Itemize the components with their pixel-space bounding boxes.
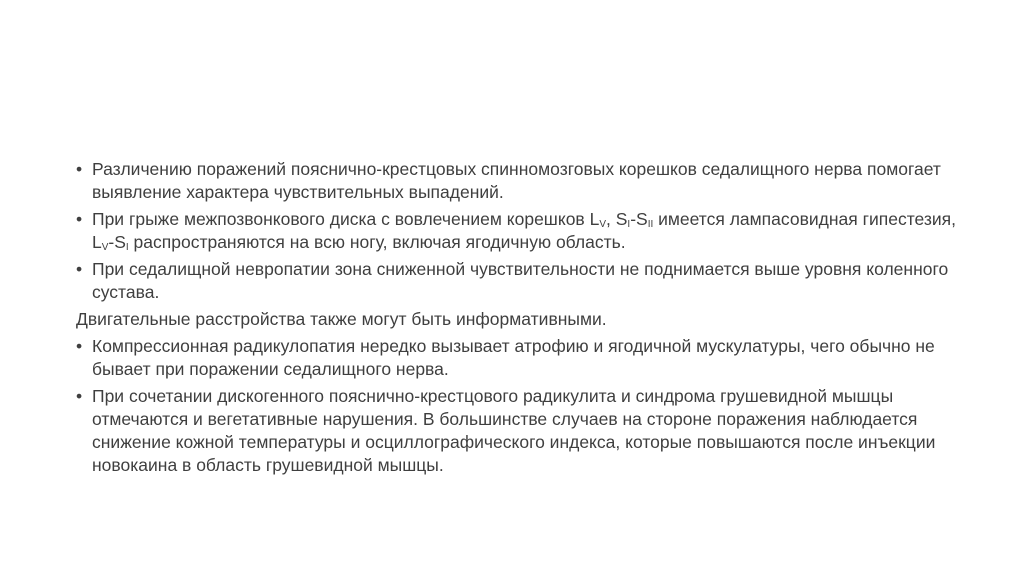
bullet-icon: • (76, 336, 83, 356)
paragraph-text: При седалищной невропатии зона сниженной чувствительности не поднимается выше уровня коленного сустава. (92, 259, 949, 302)
text-run: -S (630, 209, 648, 229)
bullet-item-piriformis-syndrome (76, 385, 956, 477)
subscript: I (627, 219, 631, 230)
text-run: распространяются на всю ногу, включая ягодичную область. (128, 232, 626, 252)
bullet-icon: • (76, 159, 83, 179)
subscript: V (101, 242, 109, 253)
paragraph-text (92, 209, 956, 252)
paragraph-text: При сочетании дискогенного пояснично-крестцового радикулита и синдрома грушевидной мышцы отмечаются и вегетативные нарушения. В большинстве случаев на стороне поражения наблюдается снижение кожной температуры и осциллографического индекса, которые повышаются после инъекции новокаина в область грушевидной мышцы. (92, 386, 936, 475)
subscript: I (125, 242, 129, 253)
bullet-item-sensory-deficits (76, 158, 956, 204)
paragraph-text: Компрессионная радикулопатия нередко вызывает атрофию и ягодичной мускулатуры, чего обычно не бывает при поражении седалищного нерва. (92, 336, 935, 379)
text-run: имеется лампасовидная гипестезия, L (92, 209, 957, 252)
paragraph-text: Различению поражений пояснично-крестцовых спинномозговых корешков седалищного нерва помогает выявление характера чувствительных выпадений. (92, 159, 941, 202)
paragraph-text: Двигательные расстройства также могут быть информативными. (76, 309, 607, 329)
bullet-item-compression-radiculopathy (76, 335, 956, 381)
text-run: -S (108, 232, 126, 252)
subscript: V (599, 219, 606, 230)
bullet-icon: • (76, 259, 83, 279)
text-run: , S (606, 209, 628, 229)
bullet-icon: • (76, 386, 83, 406)
bullet-icon: • (76, 209, 83, 229)
subscript: II (647, 219, 654, 230)
slide-body (76, 158, 956, 481)
bullet-item-sciatic-neuropathy (76, 258, 956, 304)
motor-disorders-heading (76, 308, 956, 331)
text-run: При грыже межпозвонкового диска с вовлечением корешков L (92, 209, 600, 229)
bullet-item-disc-herniation (76, 208, 956, 254)
